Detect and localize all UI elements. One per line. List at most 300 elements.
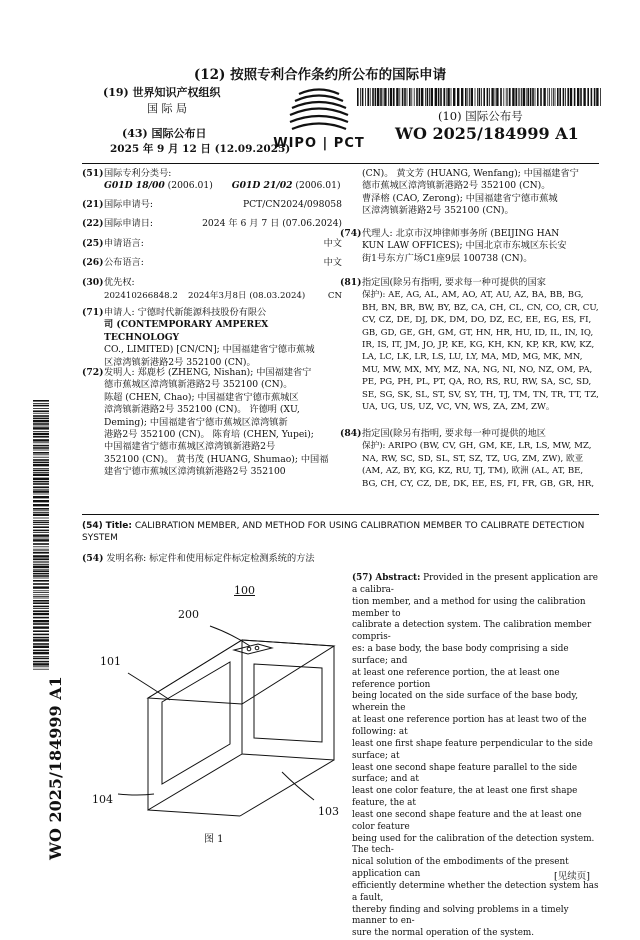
text-line: CALIBRATION MEMBER, AND METHOD FOR USING CALIBRATION MEMBER TO CALIBRATE DETECTION	[134, 521, 585, 531]
barcode-bar	[33, 558, 49, 560]
barcode-bar	[33, 626, 49, 628]
field-84	[340, 428, 600, 489]
inventor-continued	[362, 168, 600, 218]
barcode-bar	[33, 512, 49, 513]
field-value: 发明名称: 标定件和使用标定件标定检测系统的方法	[106, 553, 315, 564]
barcode-bar	[33, 450, 49, 451]
barcode-bar	[33, 418, 49, 420]
barcode-bar	[431, 88, 433, 106]
barcode-bar	[33, 522, 49, 524]
field-code: (74)	[340, 228, 362, 239]
barcode-bar	[587, 88, 589, 106]
barcode-bar	[33, 578, 49, 579]
barcode-bar	[446, 88, 447, 106]
barcode-bar	[33, 457, 49, 458]
barcode-bar	[33, 420, 49, 422]
leader-line-200	[210, 626, 250, 646]
barcode-bar	[33, 570, 49, 572]
barcode-bar	[467, 88, 468, 106]
text-line: 港路2号 352100 (CN)。 陈育培 (CHEN, Yupei);	[104, 429, 314, 441]
field-label: Abstract:	[375, 573, 421, 583]
barcode-bar	[457, 88, 459, 106]
barcode-bar	[507, 88, 508, 106]
barcode-bar	[33, 468, 49, 469]
text-line: nical solution of the embodiments of the present application can	[352, 857, 569, 880]
ipc-date: (2006.01)	[295, 180, 341, 191]
text-line: calibrate a detection system. The calibration member compris-	[352, 620, 592, 643]
barcode-bar	[440, 88, 442, 106]
figure-label-100: 100	[234, 584, 255, 597]
applicant-text	[104, 307, 344, 369]
field-value: 中文	[323, 238, 342, 249]
barcode-bar	[380, 88, 382, 106]
barcode-bar	[33, 643, 49, 645]
barcode-bar	[33, 606, 49, 608]
barcode-bar	[487, 88, 489, 106]
barcode-bar	[447, 88, 449, 106]
text-line: 司 (CONTEMPORARY AMPEREX TECHNOLOGY	[104, 319, 269, 343]
text-line: being used for the calibration of the detection system. The tech-	[352, 833, 595, 856]
field-label: Title:	[105, 521, 132, 531]
barcode-bar	[33, 472, 49, 473]
text-line: SE, SG, SK, SL, ST, SV, SY, TH, TJ, TM, TN, TR, TT, TZ,	[362, 389, 599, 400]
barcode-bar	[512, 88, 514, 106]
ipc-classes	[104, 180, 344, 192]
text-line: 曹泽榕 (CAO, Zerong); 中国福建省宁德市蕉城	[362, 192, 558, 204]
barcode-bar	[500, 88, 502, 106]
text-line: 中国福建省宁德市蕉城区漳湾镇新港路2号	[104, 441, 276, 453]
barcode-bar	[577, 88, 579, 106]
text-line: 指定国(除另有指明, 要求每一种可提供的国家	[362, 277, 546, 288]
text-line: SYSTEM	[82, 533, 118, 544]
priority-date: 2024年3月8日 (08.03.2024)	[188, 291, 306, 301]
barcode-bar	[527, 88, 529, 106]
field-code: (25)	[82, 238, 104, 249]
text-line: KUN LAW OFFICES); 中国北京市东城区东长安	[362, 240, 567, 252]
barcode-bar	[33, 639, 49, 641]
barcode-bar	[435, 88, 437, 106]
field-code: (30)	[82, 277, 104, 288]
barcode-bar	[33, 552, 49, 554]
barcode-bar	[360, 88, 361, 106]
barcode-bar	[33, 413, 49, 414]
barcode-bar	[33, 518, 49, 519]
field-code: (51)	[82, 168, 104, 179]
text-line: efficiently determine whether the detection system has a fault,	[352, 880, 599, 903]
field-label: 国际申请日:	[104, 218, 154, 229]
barcode-bar	[532, 88, 534, 106]
barcode-bar	[33, 532, 49, 533]
leader-line-101	[128, 673, 170, 700]
barcode-bar	[33, 596, 49, 597]
field-value: PCT/CN2024/098058	[242, 199, 342, 210]
barcode-bar	[496, 88, 498, 106]
field-value: 2024 年 6 月 7 日 (07.06.2024)	[202, 218, 342, 229]
barcode-bar	[33, 462, 49, 464]
barcode-bar	[489, 88, 490, 106]
barcode-bar	[509, 88, 511, 106]
barcode-bar	[383, 88, 384, 106]
barcode-bar	[479, 88, 481, 106]
barcode-bar	[521, 88, 522, 106]
barcode-bar	[425, 88, 426, 106]
text-line: 区漳湾镇新港路2号 352100 (CN)。	[362, 205, 514, 217]
barcode-bar	[365, 88, 366, 106]
document-title: (12) 按照专利合作条约所公布的国际申请	[193, 67, 447, 83]
barcode-bar	[33, 405, 49, 407]
barcode-bar	[33, 586, 49, 588]
barcode-bar	[372, 88, 374, 106]
barcode-bar	[33, 415, 49, 417]
barcode-bar	[33, 652, 49, 654]
wipo-logo	[268, 84, 370, 154]
text-line: 352100 (CN)。 黄书茂 (HUANG, Shumao); 中国福	[104, 453, 329, 465]
barcode-bar	[33, 486, 49, 488]
barcode-bar	[555, 88, 556, 106]
barcode-bar	[407, 88, 408, 106]
text-line: LA, LC, LK, LR, LS, LU, LY, MA, MD, MG, MK, MN,	[362, 352, 583, 363]
barcode-bar	[33, 590, 49, 591]
field-81	[340, 277, 600, 413]
field-label: 国际申请号:	[104, 199, 154, 210]
right-face-window	[254, 664, 322, 742]
barcode-bar	[33, 423, 49, 425]
front-face-window	[162, 662, 230, 784]
barcode-bar	[33, 661, 49, 663]
text-line: IR, IS, IT, JM, JO, JP, KE, KG, KH, KN, KP, KR, KW, KZ,	[362, 340, 595, 351]
barcode-bar	[33, 623, 49, 625]
barcode-bar	[574, 88, 576, 106]
barcode-bar	[33, 470, 49, 472]
leader-line-103	[282, 772, 314, 800]
barcode-bar	[465, 88, 467, 106]
field-label: 公布语言:	[104, 257, 144, 268]
barcode-bar	[477, 88, 478, 106]
barcode-bar	[33, 580, 49, 582]
field-code: (71)	[82, 307, 104, 318]
barcode-bar	[475, 88, 476, 106]
text-line: MU, MW, MX, MY, MZ, NA, NG, NI, NO, NZ, OM, PA,	[362, 364, 593, 375]
barcode-bar	[567, 88, 569, 106]
side-publication-number: WO 2025/184999 A1	[46, 676, 65, 860]
barcode-bar	[414, 88, 415, 106]
title-zh	[82, 553, 600, 565]
barcode-bar	[451, 88, 452, 106]
text-line: 发明人: 郑鹿杉 (ZHENG, Nishan); 中国福建省宁	[104, 367, 312, 378]
reference-dot	[255, 646, 259, 650]
barcode-bar	[33, 534, 49, 536]
text-line: 德市蕉城区漳湾镇新港路2号 352100 (CN)。	[104, 379, 293, 391]
text-line: 德市蕉城区漳湾镇新港路2号 352100 (CN)。	[362, 180, 551, 192]
barcode-bar	[563, 88, 565, 106]
text-line: GB, GD, GE, GH, GM, GT, HN, HR, HU, ID, IL, IN, IQ,	[362, 327, 594, 338]
barcode-bar	[33, 508, 49, 510]
text-line: least one color feature, the at least one first shape feature, the at	[352, 786, 578, 809]
figure-1-drawing	[82, 578, 344, 828]
barcode-bar	[491, 88, 493, 106]
barcode-bar	[33, 489, 49, 490]
text-line: tion member, and a method for using the calibration member to	[352, 596, 586, 619]
barcode-bar	[377, 88, 379, 106]
barcode-bar	[461, 88, 463, 106]
text-line: least one second shape feature and the at least one color feature	[352, 809, 582, 832]
text-line: least one second shape feature parallel to the side surface; and at	[352, 762, 578, 785]
barcode-bar	[375, 88, 377, 106]
barcode-bar	[33, 550, 49, 551]
text-line: BH, BN, BR, BW, BY, BZ, CA, CH, CL, CN, CO, CR, CU,	[362, 302, 599, 313]
field-label: 优先权:	[104, 277, 135, 288]
priority-country: CN	[327, 291, 342, 301]
field-code: (84)	[340, 428, 362, 439]
barcode-bar	[33, 663, 49, 665]
barcode-bar	[33, 583, 49, 585]
agent-text	[362, 228, 600, 265]
org-name: (19) 世界知识产权组织	[103, 86, 221, 99]
priority-number: 202410266848.2	[104, 291, 178, 301]
barcode-bar	[580, 88, 582, 106]
barcode-bar	[33, 617, 49, 619]
barcode-bar	[596, 88, 598, 106]
barcode-bar	[357, 88, 359, 106]
ipc-class: G01D 21/02	[231, 180, 293, 191]
field-26	[82, 257, 342, 269]
field-code: (26)	[82, 257, 104, 268]
barcode-bar	[600, 88, 601, 106]
text-line: at least one reference portion, the at least one reference portion	[352, 667, 560, 690]
barcode-bar	[506, 88, 507, 106]
barcode-bar	[547, 88, 548, 106]
barcode-bar	[33, 445, 49, 447]
barcode-bar	[33, 452, 49, 454]
field-72	[82, 367, 344, 478]
text-line: es: a base body, the base body comprising a side surface; and	[352, 644, 569, 666]
leader-line-104	[118, 794, 154, 795]
text-line: being located on the side surface of the base body, wherein the	[352, 691, 579, 714]
barcode-bar	[537, 88, 539, 106]
barcode-bar	[390, 88, 392, 106]
barcode-bar	[33, 555, 49, 557]
text-line: Provided in the present application are a calibra-	[352, 573, 598, 595]
barcode-bar	[33, 478, 49, 480]
barcode-bar	[33, 433, 49, 435]
field-21	[82, 199, 342, 211]
barcode-bar	[33, 656, 49, 657]
barcode-bar	[33, 500, 49, 502]
title-en	[82, 520, 600, 545]
barcode-bar	[402, 88, 404, 106]
barcode-bar	[33, 658, 49, 660]
barcode-bar	[543, 88, 545, 106]
figure-label-101: 101	[100, 655, 121, 668]
barcode-bar	[33, 483, 49, 485]
barcode-bar	[33, 561, 49, 562]
barcode-bar	[370, 88, 371, 106]
ipc-date: (2006.01)	[167, 180, 213, 191]
barcode-bar	[399, 88, 400, 106]
barcode-bar	[384, 88, 386, 106]
barcode-bar	[33, 459, 49, 461]
barcode-bar	[33, 426, 49, 427]
barcode-bar	[33, 566, 49, 568]
barcode-bar	[33, 526, 49, 528]
barcode-bar	[33, 431, 49, 432]
text-line: 代理人: 北京市汉坤律师事务所 (BEIJING HAN	[362, 228, 560, 239]
barcode-bar	[33, 403, 49, 404]
barcode-bar	[416, 88, 418, 106]
text-line: 申请人: 宁德时代新能源科技股份有限公	[104, 307, 267, 318]
barcode-bar	[33, 400, 49, 402]
text-line: Deming); 中国福建省宁德市蕉城区漳湾镇新	[104, 416, 288, 428]
barcode-bar	[33, 454, 49, 455]
barcode-bar	[594, 88, 596, 106]
barcode-bar	[33, 666, 49, 667]
field-code: (21)	[82, 199, 104, 210]
barcode-bar	[33, 494, 49, 495]
text-line: thereby finding and solving problems in a timely manner to en-	[352, 904, 569, 927]
barcode-bar	[404, 88, 406, 106]
abstract-first-line	[352, 573, 602, 597]
text-line: CO., LIMITED) [CN/CN]; 中国福建省宁德市蕉城	[104, 344, 315, 356]
barcode-bar	[33, 575, 49, 577]
field-label: 国际专利分类号:	[104, 168, 172, 179]
barcode-bar	[33, 524, 49, 525]
barcode-bar	[411, 88, 412, 106]
barcode-bar	[33, 650, 49, 652]
text-line: least one first shape feature perpendicular to the side surface; at	[352, 738, 593, 761]
reference-dot	[247, 647, 251, 651]
text-line: 指定国(除另有指明, 要求每一种可提供的地区	[362, 428, 546, 439]
barcode-bar	[471, 88, 473, 106]
wipo-emblem-icon	[268, 84, 370, 136]
field-value: 中文	[323, 257, 342, 268]
pub-date: 2025 年 9 月 12 日 (12.09.2025)	[110, 143, 291, 155]
pub-no-label: (10) 国际公布号	[438, 109, 523, 123]
barcode-bar	[388, 88, 389, 106]
barcode-bar	[33, 549, 49, 550]
barcode-bar	[33, 490, 49, 492]
barcode-bar	[565, 88, 566, 106]
barcode-bar	[535, 88, 536, 106]
text-line: 保护): ARIPO (BW, CV, GH, GM, KE, LR, LS, MW, MZ,	[362, 441, 592, 452]
text-line: at least one reference portion has at least two of the following: at	[352, 715, 587, 737]
text-line: UA, UG, US, UZ, VC, VN, WS, ZA, ZM, ZW。	[362, 402, 555, 413]
barcode-bar	[362, 88, 364, 106]
barcode-bar	[33, 634, 49, 636]
barcode-bar	[553, 88, 554, 106]
barcode-bar	[33, 464, 49, 466]
text-line: (CN)。 黄文芳 (HUANG, Wenfang); 中国福建省宁	[362, 168, 579, 179]
barcode-bar	[396, 88, 398, 106]
barcode-bar	[438, 88, 440, 106]
barcode-bar	[33, 598, 49, 599]
barcode-bar	[33, 410, 49, 412]
barcode-bar	[453, 88, 455, 106]
publication-number: WO 2025/184999 A1	[395, 124, 579, 143]
barcode-bar	[33, 669, 49, 670]
barcode-bar	[495, 88, 496, 106]
barcode-bar	[33, 613, 49, 615]
barcode-bar	[540, 88, 542, 106]
barcode-bar	[33, 538, 49, 539]
text-line: 街1号东方广场C1座9层 100738 (CN)。	[362, 252, 533, 264]
barcode-bar	[33, 620, 49, 622]
barcode-bar	[557, 88, 559, 106]
designated-states-national	[362, 277, 602, 413]
barcode-bar	[549, 88, 550, 106]
barcode-bar	[33, 646, 49, 648]
continued-note: [见续页]	[554, 871, 590, 882]
text-line: CV, CZ, DE, DJ, DK, DM, DO, DZ, EC, EE, EG, ES, FI,	[362, 315, 592, 326]
text-line: 陈超 (CHEN, Chao); 中国福建省宁德市蕉城区	[104, 391, 299, 403]
field-51	[82, 168, 342, 180]
barcode-bar	[483, 88, 485, 106]
field-30	[82, 277, 342, 289]
barcode-bar	[33, 504, 49, 506]
barcode-bar	[33, 543, 49, 545]
barcode-bar	[515, 88, 517, 106]
barcode-bar	[367, 88, 369, 106]
reference-portion	[234, 644, 272, 654]
priority-entry	[104, 290, 342, 302]
bottom-edge	[148, 810, 240, 816]
text-line: (AM, AZ, BY, KG, KZ, RU, TJ, TM), 欧洲 (AL, AT, BE,	[362, 466, 584, 477]
inventor-text	[104, 367, 344, 479]
barcode-bar	[33, 600, 49, 602]
designated-states-regional	[362, 428, 602, 490]
barcode-bar	[33, 447, 49, 449]
barcode-bar	[33, 610, 49, 612]
barcode-bar	[33, 546, 49, 547]
barcode-bar	[419, 88, 421, 106]
text-line: 区漳湾镇新港路2号 352100 (CN)。	[104, 356, 256, 368]
barcode-bar	[33, 594, 49, 595]
barcode-bar	[559, 88, 561, 106]
barcode-bar	[33, 510, 49, 511]
field-label: 申请语言:	[104, 238, 144, 249]
barcode-bar	[33, 439, 49, 441]
text-line: BG, CH, CY, CZ, DE, DK, EE, ES, FI, FR, GB, GR, HR,	[362, 478, 595, 489]
barcode-bar	[530, 88, 532, 106]
field-code: (54)	[82, 553, 104, 564]
field-code: (22)	[82, 218, 104, 229]
figure-label-200: 200	[178, 608, 199, 621]
text-line: sure the normal operation of the system.	[352, 928, 535, 939]
barcode-bar	[409, 88, 411, 106]
barcode-bar	[33, 608, 49, 609]
org-bureau: 国 际 局	[147, 102, 187, 115]
field-22	[82, 218, 342, 230]
biblio-divider	[82, 514, 599, 515]
pub-date-label: (43) 国际公布日	[122, 127, 207, 140]
field-code: (57)	[352, 573, 373, 583]
barcode-bar	[503, 88, 504, 106]
barcode-bar	[33, 562, 49, 563]
barcode-bar	[591, 88, 593, 106]
barcode-bar	[33, 539, 49, 541]
barcode-bar	[33, 427, 49, 429]
barcode-bar	[523, 88, 525, 106]
field-code: (72)	[82, 367, 104, 378]
barcode-side	[33, 400, 49, 670]
figure-label-104: 104	[92, 793, 113, 806]
barcode-bar	[33, 474, 49, 476]
barcode-bar	[33, 496, 49, 498]
barcode-bar	[33, 408, 49, 409]
text-line: NA, RW, SC, SD, SL, ST, SZ, TZ, UG, ZM, ZW), 欧亚	[362, 453, 584, 464]
field-code: (54)	[82, 521, 103, 531]
barcode-bar	[570, 88, 572, 106]
text-line: 保护): AE, AG, AL, AM, AO, AT, AU, AZ, BA, BB, BG,	[362, 290, 584, 301]
